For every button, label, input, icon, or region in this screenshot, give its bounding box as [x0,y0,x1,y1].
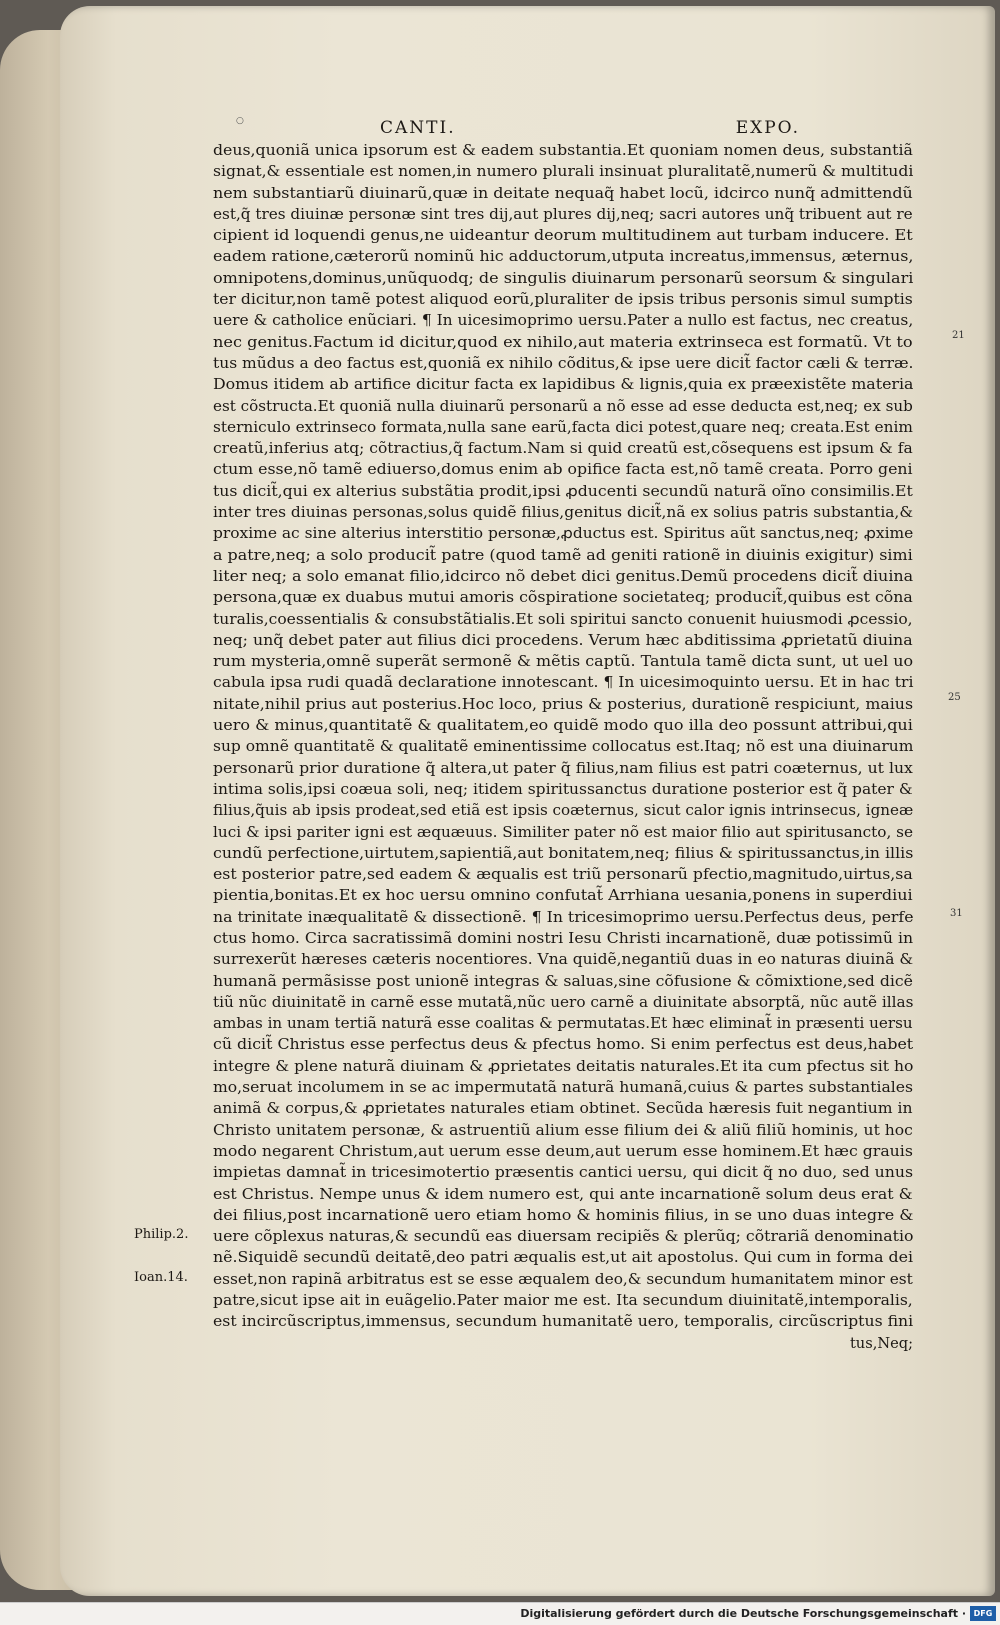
text-line: uero & minus,quantitatẽ & qualitatem,eo quidẽ modo quo illa deo possunt attribui,qui [213,717,913,735]
marginal-note-ioan: Ioan.14. [134,1270,188,1285]
text-line: na trinitate inæqualitatẽ & dissectionẽ. ¶ In tricesimoprimo uersu.Perfectus deus, perfe [213,908,914,926]
text-line: ter dicitur,non tamẽ potest aliquod eorũ,pluraliter de ipsis tribus personis simul sumptis [213,291,913,309]
text-line: esset,non rapinã arbitratus est se esse æqualem deo,& secundum humanitatem minor est [213,1270,913,1288]
text-line: est cõstructa.Et quoniã nulla diuinarũ personarũ a nõ esse ad esse deducta est,neq; ex sub [213,397,913,415]
running-header [380,118,800,142]
text-line: a patre,neq; a solo producit̃ patre (quod tamẽ ad geniti rationẽ in diuinis exigitur) simi [213,546,913,564]
text-line: luci & ipsi pariter igni est æquæuus. Similiter pater nõ est maior filio aut spiritusancto, se [213,823,914,841]
text-line: nẽ.Siquidẽ secundũ deitatẽ,deo patri æqualis est,ut ait apostolus. Qui cum in forma dei [213,1249,914,1267]
text-line: sterniculo extrinseco formata,nulla sane earũ,facta dici potest,quare neq; creata.Est enim [213,418,913,436]
text-line: ctus homo. Circa sacratissimã domini nostri Iesu Christi incarnationẽ, duæ potissimũ in [213,929,914,947]
text-line: intima solis,ipsi coæua soli, neq; itidem spiritussanctus duratione posterior est q̃ pater & [213,780,913,798]
text-line: nec genitus.Factum id dicitur,quod ex nihilo,aut materia extrinseca est formatũ. Vt to [213,333,913,351]
text-line: surrexerũt hæreses cæteris nocentiores. Vna quidẽ,negantiũ duas in eo naturas diuinã & [213,951,914,969]
text-line: sup omnẽ quantitatẽ & qualitatẽ eminentissime collocatus est.Itaq; nõ est una diuinarum [213,738,914,756]
text-line: pientia,bonitas.Et ex hoc uersu omnino confutat̃ Arrhiana uesania,ponens in superdiui [213,887,913,905]
marginal-note-philip: Philip.2. [134,1227,189,1242]
text-line: tus,Neq; [849,1334,913,1352]
text-line: tus dicit̃,qui ex alterius substãtia prodit,ipsi ꝓducenti secundũ naturã oĩno consimilis.Et [213,482,913,500]
text-line: cundũ perfectione,uirtutem,sapientiã,aut bonitatem,neq; filius & spiritussanctus,in illis [213,844,914,862]
dfg-logo: DFG [970,1606,996,1621]
text-line: personarũ prior duratione q̃ altera,ut pater q̃ filius,nam filius est patri coæternus, ut lux [213,759,913,777]
text-line: eadem ratione,cæterorũ nominũ hic adductorum,utputa increatus,immensus, æternus, [213,248,914,266]
page-mark: ○ [236,116,244,126]
text-line: Domus itidem ab artifice dicitur facta ex lapidibus & lignis,quia ex præexistẽte materia [213,376,914,394]
text-line: signat,& essentiale est nomen,in numero plurali insinuat pluralitatẽ,numerũ & multitudi [213,163,914,181]
text-line: est posterior patre,sed eadem & æqualis est triũ personarũ pfectio,magnitudo,uirtus,sa [213,866,913,884]
text-line: uere cõplexus naturas,& secundũ eas diuersam recipiẽs & plerũq; cõtrariã denominatio [213,1228,914,1246]
text-line: tus mũdus a deo factus est,quoniã ex nihilo cõditus,& ipse uere dicit̃ factor cæli & terræ. [213,354,914,372]
text-line: est,q̃ tres diuinæ personæ sint tres dij,aut plures dij,neq; sacri autores unq̃ tribuent aut re [213,205,913,223]
text-line: creatũ,inferius atq; cõtractius,q̃ factum.Nam si quid creatũ est,cõsequens est ipsum & fa [213,440,913,458]
text-line: humanã permãsisse post unionẽ integras & saluas,sine cõfusione & cõmixtione,sed dicẽ [213,972,913,990]
text-line: mo,seruat incolumem in se ac impermutatã naturã humanã,cuius & partes substantiales [213,1079,913,1097]
text-line: omnipotens,dominus,unũquodq; de singulis diuinarum personarũ seorsum & singulari [213,269,914,287]
text-line: tiũ nũc diuinitatẽ in carnẽ esse mutatã,nũc uero carnẽ a diuinitate absorptã, nũc autẽ illas [213,993,914,1011]
body-text [213,140,913,1354]
text-line: cũ dicit̃ Christus esse perfectus deus & pfectus homo. Si enim perfectus est deus,habet [213,1036,914,1054]
text-line: ambas in unam tertiã naturã esse coalitas & permutatas.Et hæc eliminat̃ in præsenti uersu [213,1015,913,1033]
text-line: filius,q̃uis ab ipsis prodeat,sed etiã est ipsis coæternus, sicut calor ignis intrinsecus, igneæ [213,802,914,820]
text-line: dei filius,post incarnationẽ uero etiam homo & hominis filius, in se uno duas integre & [213,1206,914,1224]
header-right: EXPO. [735,118,800,138]
text-line: proxime ac sine alterius interstitio personæ,ꝓductus est. Spiritus aũt sanctus,neq; ꝓxime [213,525,914,543]
text-line: ctum esse,nõ tamẽ ediuerso,domus enim ab opifice facta est,nõ tamẽ creata. Porro geni [213,461,913,479]
text-line: cipient id loquendi genus,ne uideantur deorum multitudinem aut turbam inducere. Et [213,227,913,245]
text-line: modo negarent Christum,aut uerum esse deum,aut uerum esse hominem.Et hæc grauis [213,1142,913,1160]
line-number-31: 31 [950,908,963,919]
text-line: est incircũscriptus,immensus, secundum humanitatẽ uero, temporalis, circũscriptus fini [213,1313,914,1331]
text-line: uere & catholice enũciari. ¶ In uicesimoprimo uersu.Pater a nullo est factus, nec creatus, [213,312,914,330]
text-line: nem substantiarũ diuinarũ,quæ in deitate nequaq̃ habet locũ, idcirco nunq̃ admittendũ [213,184,913,202]
line-number-25: 25 [948,692,961,703]
text-line: Christo unitatem personæ, & astruentiũ alium esse filium dei & aliũ filiũ hominis, ut hoc [213,1121,913,1139]
text-line: neq; unq̃ debet pater aut filius dici procedens. Verum hæc abditissima ꝓprietatũ diuina [213,631,913,649]
header-left: CANTI. [380,118,456,138]
text-line: turalis,coessentialis & consubstãtialis.Et soli spiritui sancto conuenit huiusmodi ꝓcessio, [213,610,913,628]
text-line: liter neq; a solo emanat filio,idcirco nõ debet dici genitus.Demũ procedens dicit̃ diuina [213,567,914,585]
text-line: animã & corpus,& ꝓprietates naturales etiam obtinet. Secũda hæresis fuit negantium in [213,1100,913,1118]
text-line: nitate,nihil prius aut posterius.Hoc loco, prius & posterius, durationẽ respiciunt, maius [213,695,914,713]
text-line: est Christus. Nempe unus & idem numero est, qui ante incarnationẽ solum deus erat & [213,1185,913,1203]
text-line: cabula ipsa rudi quadã declaratione innotescant. ¶ In uicesimoquinto uersu. Et in hac tri [213,674,914,692]
text-line: integre & plene naturã diuinam & ꝓprietates deitatis naturales.Et ita cum pfectus sit ho [213,1057,914,1075]
text-line: rum mysteria,omnẽ superãt sermonẽ & mẽtis captũ. Tantula tamẽ dicta sunt, ut uel uo [213,653,914,671]
text-line: impietas damnat̃ in tricesimotertio præsentis cantici uersu, qui dicit q̃ no duo, sed unus [213,1164,914,1182]
footer-text: Digitalisierung gefördert durch die Deutsche Forschungsgemeinschaft · [520,1607,966,1620]
text-line: inter tres diuinas personas,solus quidẽ filius,genitus dicit̃,nã ex solius patris substantia,& [213,504,914,522]
text-line: deus,quoniã unica ipsorum est & eadem substantia.Et quoniam nomen deus, substantiã [213,142,913,159]
text-line: patre,sicut ipse ait in euãgelio.Pater maior me est. Ita secundum diuinitatẽ,intemporalis, [213,1292,913,1310]
line-number-21: 21 [952,330,965,341]
text-line: persona,quæ ex duabus mutui amoris cõspiratione societateq; producit̃,quibus est cõna [213,589,913,607]
footer-bar [0,1602,1000,1625]
